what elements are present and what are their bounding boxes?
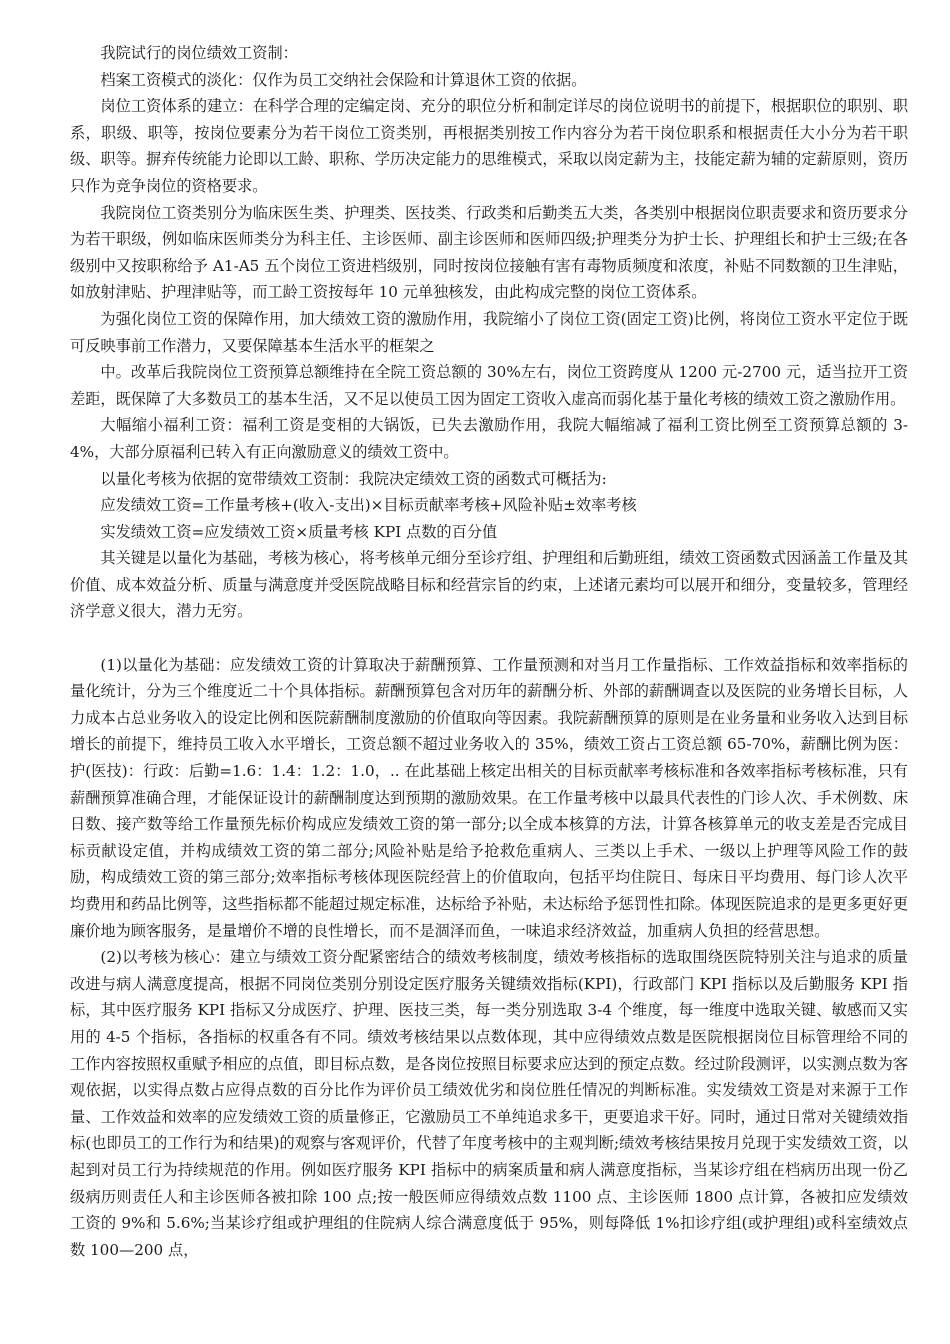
paragraph-wage-categories: 我院岗位工资类别分为临床医生类、护理类、医技类、行政类和后勤类五大类，各类别中根据岗位职责要求和资历要求分为若干职级，例如临床医师类分为科主任、主诊医师、副主诊医师和医师四级;护理类分为护士长、护理组长和护士三级;在各级别中又按职称给予 A1-A5 五个岗位工资进档级别，同时按岗位接触有害有毒物质频度和浓度，补贴不同数额的卫生津贴，如放射津贴、护理津贴等，而工龄工资按每年 10 元单独核发，由此构成完整的岗位工资体系。 bbox=[70, 203, 908, 302]
formula-actual-wage: 实发绩效工资=应发绩效工资×质量考核 KPI 点数的百分值 bbox=[100, 522, 498, 541]
paragraph-quantification: (1)以量化为基础：应发绩效工资的计算取决于薪酬预算、工作量预测和对当月工作量指标、工作效益指标和效率指标的量化统计，分为三个维度近二十个具体指标。薪酬预算包含对历年的薪酬分析、外部的薪酬调查以及医院的业务增长目标，人力成本占总业务收入的设定比例和医院薪酬制度激励的价值取向等因素。我院薪酬预算的原则是在业务量和业务收入达到目标增长的前提下，维持员工收入水平增长，工资总额不超过业务收入的 35%，绩效工资占工资总额 65-70%，薪酬比例为医：护(医技)：行政：后勤=1.6：1.4：1.2：1.0，.. 在此基础上核定出相关的目标贡献率考核标准和各效率指标考核标准，只有薪酬预算准确合理，才能保证设计的薪酬制度达到预期的激励效果。在工作量考核中以最具代表性的门诊人次、手术例数、床日数、接产数等给工作量预先标价构成应发绩效工资的第一部分;以全成本核算的方法，计算各核算单元的收支差是否完成目标贡献设定值，并构成绩效工资的第二部分;风险补贴是给予抢救危重病人、三类以上手术、一级以上护理等风险工作的鼓励，构成绩效工资的第三部分;效率指标考核体现医院经营上的价值取向，包括平均住院日、每床日平均费用、每门诊人次平均费用和药品比例等，这些指标都不能超过规定标准，达标给予补贴，未达标给予惩罚性扣除。体现医院追求的是更多更好更廉价地为顾客服务，是量增价不增的良性增长，而不是涸泽而鱼，一味追求经济效益，加重病人负担的经营思想。 bbox=[70, 655, 908, 940]
paragraph-guarantee-role: 为强化岗位工资的保障作用，加大绩效工资的激励作用，我院缩小了岗位工资(固定工资)比例，将岗位工资水平定位于既可反映事前工作潜力，又要保障基本生活水平的框架之 bbox=[70, 309, 908, 355]
paragraph-guarantee-role-continued: 中。改革后我院岗位工资预算总额维持在全院工资总额的 30%左右，岗位工资跨度从 1200 元-2700 元，适当拉开工资差距，既保障了大多数员工的基本生活，又不足以使员工因为固定工资收入虚高而弱化基于量化考核的绩效工资之激励作用。 bbox=[70, 363, 908, 408]
document-page bbox=[70, 40, 908, 1263]
paragraph-assessment-core: (2)以考核为核心：建立与绩效工资分配紧密结合的绩效考核制度，绩效考核指标的选取围绕医院特别关注与追求的质量改进与病人满意度提高，根据不同岗位类别分别设定医疗服务关键绩效指标(KPI)，行政部门 KPI 指标以及后勤服务 KPI 指标，其中医疗服务 KPI 指标又分成医疗、护理、医技三类，每一类分别选取 3-4 个维度，每一维度中选取关键、敏感而又实用的 4-5 个指标，各指标的权重各有不同。绩效考核结果以点数体现，其中应得绩效点数是医院根据岗位目标管理给不同的工作内容按照权重赋予相应的点值，即目标点数，是各岗位按照目标要求应达到的预定点数。经过阶段测评，以实测点数为客观依据，以实得点数占应得点数的百分比作为评价员工绩效优劣和岗位胜任情况的判断标准。实发绩效工资是对来源于工作量、工作效益和效率的应发绩效工资的质量修正，它激励员工不单纯追求多干，更要追求干好。同时，通过日常对关键绩效指标(也即员工的工作行为和结果)的观察与客观评价，代替了年度考核中的主观判断;绩效考核结果按月兑现于实发绩效工资，以起到对员工行为持续规范的作用。例如医疗服务 KPI 指标中的病案质量和病人满意度指标，当某诊疗组在档病历出现一份乙级病历则责任人和主诊医师各被扣除 100 点;按一般医师应得绩效点数 1100 点、主诊医师 1800 点计算，各被扣应发绩效工资的 9%和 5.6%;当某诊疗组或护理组的住院病人综合满意度低于 95%，则每降低 1%扣诊疗组(或护理组)或科室绩效点数 100—200 点， bbox=[70, 948, 908, 1259]
blank-line bbox=[70, 625, 908, 652]
paragraph-welfare-wage: 大幅缩小福利工资：福利工资是变相的大锅饭，已失去激励作用，我院大幅缩减了福利工资比例至工资预算总额的 3-4%，大部分原福利已转入有正向激励意义的绩效工资中。 bbox=[70, 416, 908, 461]
paragraph-post-wage-system: 岗位工资体系的建立：在科学合理的定编定岗、充分的职位分析和制定详尽的岗位说明书的前提下，根据职位的职别、职系，职级、职等，按岗位要素分为若干岗位工资类别，再根据类别按工作内容分为若干岗位职系和根据责任大小分为若干职级、职等。摒弃传统能力论即以工龄、职称、学历决定能力的思维模式，采取以岗定薪为主，技能定薪为辅的定薪原则，资历只作为竞争岗位的资格要求。 bbox=[70, 97, 908, 195]
paragraph-archive-wage: 档案工资模式的淡化：仅作为员工交纳社会保险和计算退休工资的依据。 bbox=[100, 70, 587, 89]
paragraph-key-points: 其关键是以量化为基础，考核为核心，将考核单元细分至诊疗组、护理组和后勤班组，绩效工资函数式因涵盖工作量及其价值、成本效益分析、质量与满意度并受医院战略目标和经营宗旨的约束，上述诸元素均可以展开和细分，变量较多，管理经济学意义很大，潜力无穷。 bbox=[70, 549, 908, 621]
paragraph-heading: 我院试行的岗位绩效工资制： bbox=[100, 44, 298, 62]
paragraph-broadband-intro: 以量化考核为依据的宽带绩效工资制：我院决定绩效工资的函数式可概括为: bbox=[100, 469, 607, 488]
formula-payable-wage: 应发绩效工资=工作量考核+(收入-支出)×目标贡献率考核+风险补贴±效率考核 bbox=[100, 496, 637, 515]
